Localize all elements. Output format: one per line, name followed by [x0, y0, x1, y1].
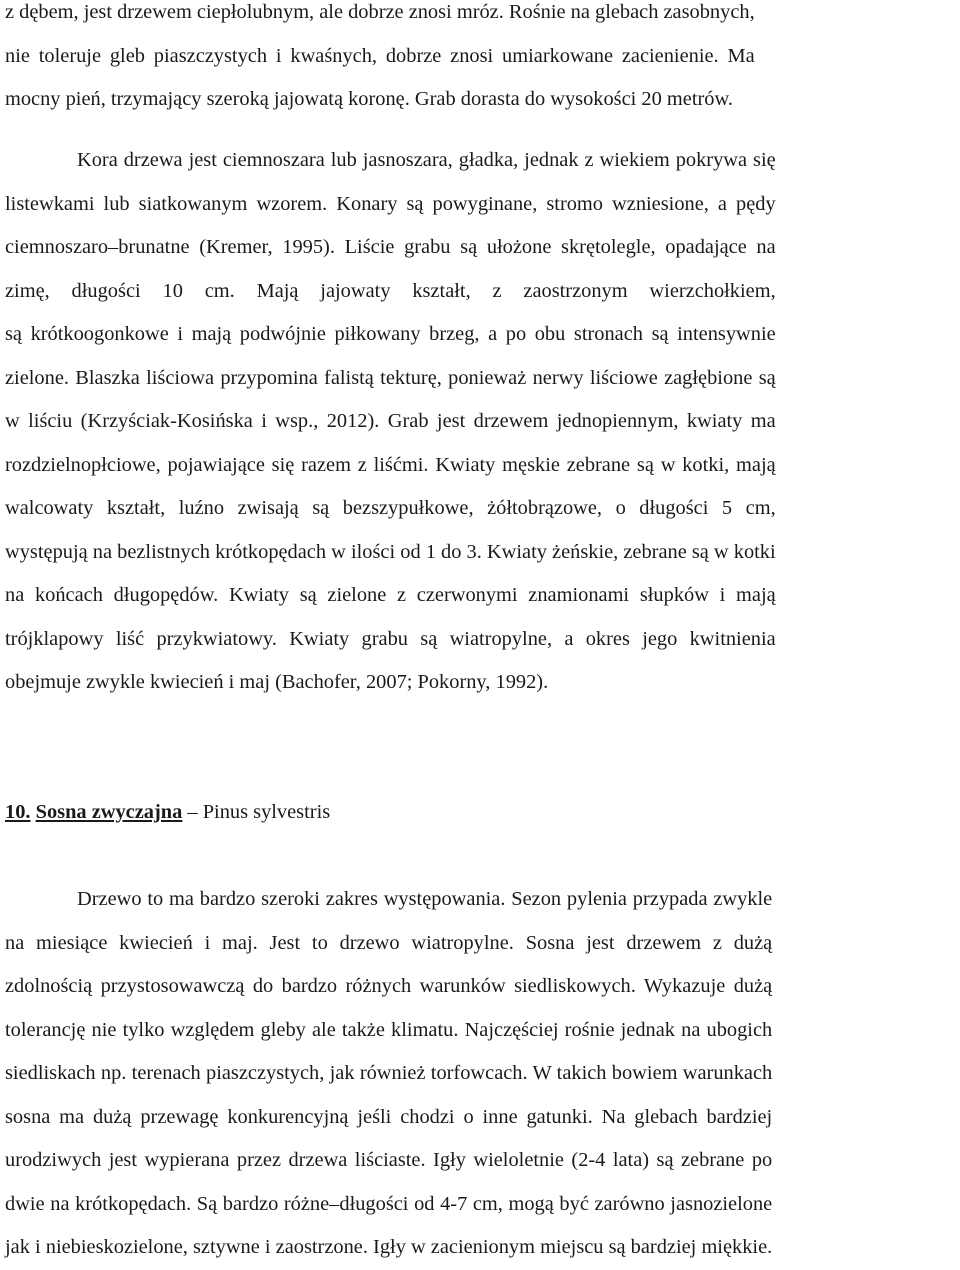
- section-title: Sosna zwyczajna: [35, 801, 183, 823]
- title-separator: –: [182, 801, 203, 823]
- section-number: 10.: [5, 801, 31, 823]
- text-line: ciemnoszaro–brunatne (Kremer, 1995). Liście grabu są ułożone skrętolegle, opadające na: [5, 236, 776, 258]
- text-line: listewkami lub siatkowanym wzorem. Konary są powyginane, stromo wzniesione, a pędy: [5, 192, 776, 215]
- paragraph-hornbeam-habitat: [5, 0, 755, 122]
- text-line: nie toleruje gleb piaszczystych i kwaśnych, dobrze znosi umiarkowane zacienienie. Ma: [5, 44, 755, 67]
- text-line: zimę, długości 10 cm. Mają jajowaty kształt, z zaostrzonym wierzchołkiem,: [5, 279, 776, 302]
- text-line: rozdzielnopłciowe, pojawiające się razem z liśćmi. Kwiaty męskie zebrane są w kotki, mają: [5, 453, 776, 476]
- text-line: obejmuje zwykle kwiecień i maj (Bachofer, 2007; Pokorny, 1992).: [5, 671, 549, 693]
- text-line: występują na bezlistnych krótkopędach w ilości od 1 do 3. Kwiaty żeńskie, zebrane są w kotki: [5, 540, 776, 563]
- text-line: z dębem, jest drzewem ciepłolubnym, ale dobrze znosi mróz. Rośnie na glebach zasobnych,: [5, 1, 755, 23]
- latin-name: Pinus sylvestris: [202, 801, 331, 823]
- text-line: siedliskach np. terenach piaszczystych, jak również torfowcach. W takich bowiem warunkach: [5, 1062, 773, 1084]
- text-line: tolerancję nie tylko względem gleby ale także klimatu. Najczęściej rośnie jednak na ubogich: [5, 1018, 773, 1041]
- text-line: Kora drzewa jest ciemnoszara lub jasnoszara, gładka, jednak z wiekiem pokrywa się: [77, 149, 776, 171]
- text-line: walcowaty kształt, luźno zwisają są bezszypułkowe, żółtobrązowe, o długości 5 cm,: [5, 497, 776, 519]
- text-line: trójklapowy liść przykwiatowy. Kwiaty grabu są wiatropylne, a okres jego kwitnienia: [5, 627, 776, 650]
- text-line: jak i niebieskozielone, sztywne i zaostrzone. Igły w zacienionym miejscu są bardziej miękkie.: [5, 1236, 773, 1258]
- text-line: sosna ma dużą przewagę konkurencyjną jeśli chodzi o inne gatunki. Na glebach bardziej: [5, 1105, 773, 1128]
- text-line: zdolnością przystosowawczą do bardzo różnych warunków siedliskowych. Wykazuje dużą: [5, 975, 773, 997]
- paragraph-scots-pine-description: [5, 878, 772, 1270]
- text-line: na miesiące kwiecień i maj. Jest to drzewo wiatropylne. Sosna jest drzewem z dużą: [5, 931, 773, 954]
- text-line: mocny pień, trzymający szeroką jajowatą koronę. Grab dorasta do wysokości 20 metrów.: [5, 88, 733, 110]
- text-line: dwie na krótkopędach. Są bardzo różne–długości od 4-7 cm, mogą być zarówno jasnozielone: [5, 1192, 773, 1215]
- text-line: w liściu (Krzyściak-Kosińska i wsp., 2012). Grab jest drzewem jednopiennym, kwiaty ma: [5, 410, 776, 432]
- text-line: są krótkoogonkowe i mają podwójnie piłkowany brzeg, a po obu stronach są intensywnie: [5, 323, 776, 345]
- text-line: na końcach długopędów. Kwiaty są zielone z czerwonymi znamionami słupków i mają: [5, 584, 776, 606]
- text-line: Drzewo to ma bardzo szeroki zakres występowania. Sezon pylenia przypada zwykle: [77, 888, 773, 910]
- text-line: zielone. Blaszka liściowa przypomina falistą tekturę, ponieważ nerwy liściowe zagłębione są: [5, 366, 776, 389]
- section-heading: [5, 791, 330, 835]
- text-line: urodziwych jest wypierana przez drzewa liściaste. Igły wieloletnie (2-4 lata) są zebrane po: [5, 1149, 773, 1171]
- paragraph-hornbeam-description: [5, 139, 776, 705]
